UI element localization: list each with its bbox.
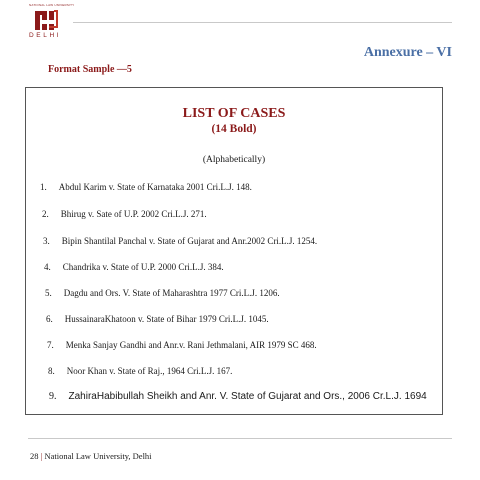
case-item [43,236,317,246]
case-item [44,262,224,272]
logo-tagline: NATIONAL LAW UNIVERSITY [29,3,75,7]
logo-city: DELHI [29,32,62,39]
case-citation: Bipin Shantilal Panchal v. State of Gujarat and Anr.2002 Cri.L.J. 1254. [61,236,318,246]
case-citation: HussainaraKhatoon v. State of Bihar 1979 Cri.L.J. 1045. [64,314,269,324]
list-title: LIST OF CASES [182,106,286,121]
case-citation: Chandrika v. State of U.P. 2000 Cri.L.J. 384. [62,262,224,272]
header-rule [73,22,452,23]
page-footer [30,451,152,461]
footer-rule [28,438,452,439]
page-number: 28 [30,451,39,461]
case-item [40,182,252,192]
case-citation: Menka Sanjay Gandhi and Anr.v. Rani Jethmalani, AIR 1979 SC 468. [65,340,317,350]
annexure-label: Annexure – VI [363,45,452,60]
case-item [49,391,427,402]
case-number: 7. [47,340,54,350]
case-number: 8. [48,366,55,376]
case-number: 2. [42,209,49,219]
sample-box [25,87,443,415]
case-number: 9. [49,391,57,402]
case-item [42,209,207,219]
case-number: 6. [46,314,53,324]
format-sample-label: Format Sample —5 [48,64,132,75]
case-item [48,366,232,376]
case-citation: Abdul Karim v. State of Karnataka 2001 Cri.L.J. 148. [58,182,252,192]
case-number: 4. [44,262,51,272]
footer-text: National Law University, Delhi [44,451,152,461]
case-number: 5. [45,288,52,298]
case-item [46,314,269,324]
case-item [45,288,280,298]
case-citation: Dagdu and Ors. V. State of Maharashtra 1977 Cri.L.J. 1206. [63,288,280,298]
nlu-emblem-icon [35,9,59,31]
ordering-note: (Alphabetically) [202,155,266,165]
case-number: 3. [43,236,50,246]
case-number: 1. [40,182,47,192]
case-citation: Noor Khan v. State of Raj., 1964 Cri.L.J. 167. [66,366,233,376]
case-citation: Bhirug v. Sate of U.P. 2002 Cri.L.J. 271. [60,209,207,219]
case-citation: ZahiraHabibullah Sheikh and Anr. V. State of Gujarat and Ors., 2006 Cr.L.J. 1694 [68,391,427,402]
case-item [47,340,317,350]
university-logo [27,3,75,43]
footer-separator: | [40,451,43,461]
list-subtitle: (14 Bold) [211,123,257,135]
